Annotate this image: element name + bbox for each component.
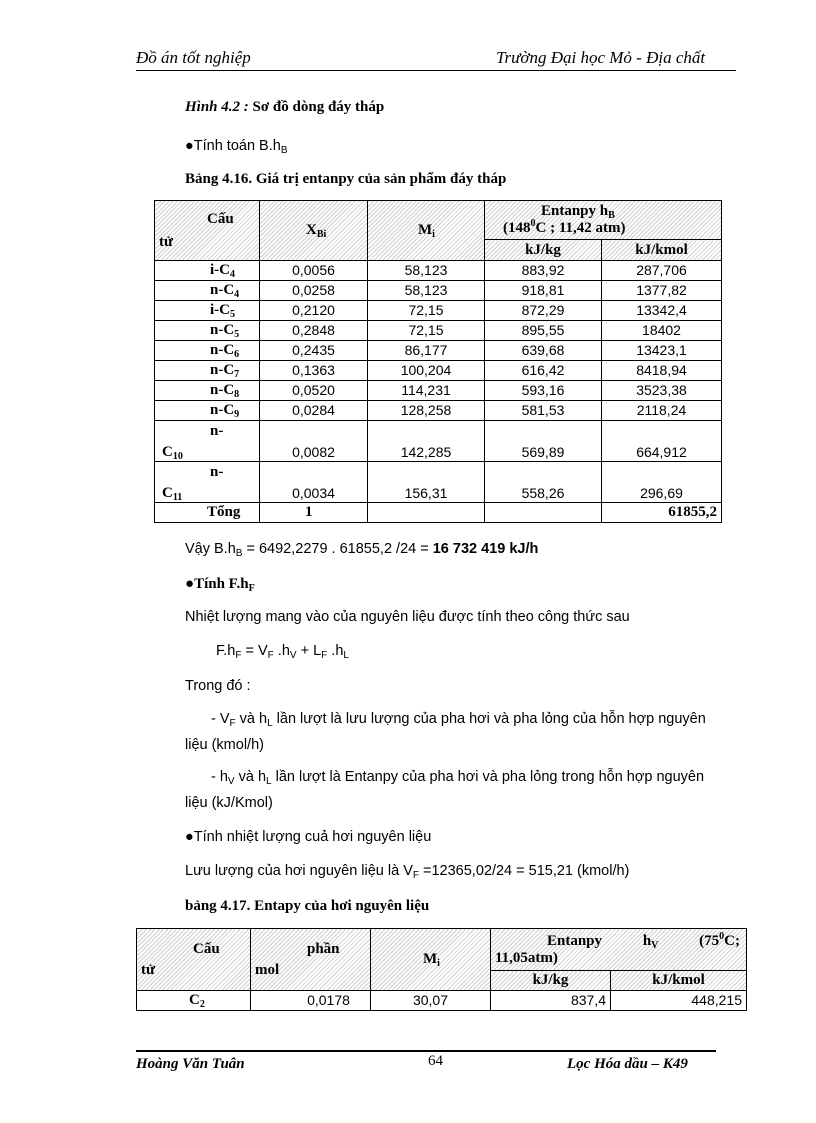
table-row: $n-C_6$ 0,2435 86,177 639,68 13423,1 (155, 341, 722, 361)
table-row: $n-C_5$ 0,2848 72,15 895,55 18402 (155, 321, 722, 341)
t16-header-x: $X_{Bi}$ (260, 201, 368, 261)
vapor-heat-heading: ●Tính nhiệt lượng cuả hơi nguyên liệu (185, 829, 432, 845)
bullet-icon: ● (185, 829, 194, 845)
header-left: Đồ án tốt nghiệp (136, 48, 251, 67)
table17-caption: bảng 4.17. Entapy của hơi nguyên liệu (185, 898, 430, 914)
t16-h-cau: Cấu (207, 210, 234, 227)
page-number: 64 (428, 1053, 443, 1069)
definition-1: - $V_F$ và $h_L$ lần lượt là lưu lượng của pha hơi và pha lỏng của hỗn hợp nguyên (211, 711, 706, 729)
t17-header-enthalpy: Entanpy $h_V$ ($75^0C$; 11,05atm) (491, 929, 747, 971)
footer-rule (136, 1050, 716, 1052)
table-row: $n-C_4$ 0,0258 58,123 918,81 1377,82 (155, 281, 722, 301)
t17-header-molfrac: phần mol (251, 929, 371, 991)
table-total-row: Tổng 1 61855,2 (155, 503, 722, 523)
table-row: $n-C_8$ 0,0520 114,231 593,16 3523,38 (155, 381, 722, 401)
table-row: $C_2$ 0,0178 30,07 837,4 448,215 (137, 991, 747, 1011)
heat-intro: Nhiệt lượng mang vào của nguyên liệu được tính theo công thức sau (185, 609, 630, 625)
formula: $F.h_F = V_F$ $.h_V + L_F$ $.h_L$ (216, 643, 349, 661)
figure-label: Hình 4.2 : (185, 99, 249, 115)
t16-header-kjkmol: kJ/kmol (602, 240, 722, 261)
definition-1-cont: liệu (kmol/h) (185, 737, 264, 753)
footer-author: Hoàng Văn Tuân (136, 1056, 245, 1072)
table-row: n- $C_{10}$ 0,0082 142,285 569,89 664,912 (155, 421, 722, 462)
calc-bhb-sub: B (280, 145, 288, 156)
bullet-icon: ● (185, 138, 194, 154)
calc-bhb-heading (185, 137, 288, 155)
t17-header-kjkmol: kJ/kmol (611, 971, 747, 991)
figure-title: Sơ đồ dòng đáy tháp (248, 99, 385, 115)
result-bhb: Vậy $B.h_B = 6492,2279$ . 61855,2 /24 = 16 732 419 kJ/h (185, 541, 539, 559)
calc-fhf-heading: ●Tính $F.h_F$ (185, 576, 255, 594)
t16-h-tu: tử (159, 233, 173, 250)
header-right: Trường Đại học Mỏ - Địa chất (496, 48, 706, 67)
bullet-icon: ● (185, 576, 195, 592)
trong-do: Trong đó : (185, 678, 251, 694)
t16-header-component (155, 201, 260, 261)
table-row: $n-C_9$ 0,0284 128,258 581,53 2118,24 (155, 401, 722, 421)
t16-header-m: $M_i$ (368, 201, 485, 261)
result-bhb-value: 16 732 419 kJ/h (432, 541, 539, 557)
t17-header-component: Cấu tử (137, 929, 251, 991)
t17-header-kjkg: kJ/kg (491, 971, 611, 991)
definition-2-cont: liệu (kJ/Kmol) (185, 795, 273, 811)
t16-header-enthalpy: Entanpy $h_B$ ($148^0C$ ; 11,42 atm) (485, 201, 722, 240)
table-row: n- $C_{11}$ 0,0034 156,31 558,26 296,69 (155, 462, 722, 503)
table16-caption: Bảng 4.16. Giá trị entanpy của sản phẩm đáy tháp (185, 171, 507, 187)
header-rule (136, 70, 736, 71)
calc-bhb-text: Tính toán B.h (193, 138, 281, 154)
table-row: $n-C_7$ 0,1363 100,204 616,42 8418,94 (155, 361, 722, 381)
figure-caption (185, 98, 384, 116)
table-row: $i-C_4$ 0,0056 58,123 883,92 287,706 (155, 261, 722, 281)
footer-class: Lọc Hóa dầu – K49 (567, 1056, 688, 1072)
table-row: $i-C_5$ 0,2120 72,15 872,29 13342,4 (155, 301, 722, 321)
definition-2: - $h_V$ và $h_L$ lần lượt là Entanpy của pha hơi và pha lỏng trong hỗn hợp nguyên (211, 769, 705, 787)
vapor-flow: Lưu lượng của hơi nguyên liệu là $V_F =12365,02/24 = 515,21$ (kmol/h) (185, 863, 630, 881)
table17 (136, 928, 747, 1011)
t16-header-kjkg: kJ/kg (485, 240, 602, 261)
t17-header-m: $M_i$ (371, 929, 491, 991)
table16 (154, 200, 722, 523)
